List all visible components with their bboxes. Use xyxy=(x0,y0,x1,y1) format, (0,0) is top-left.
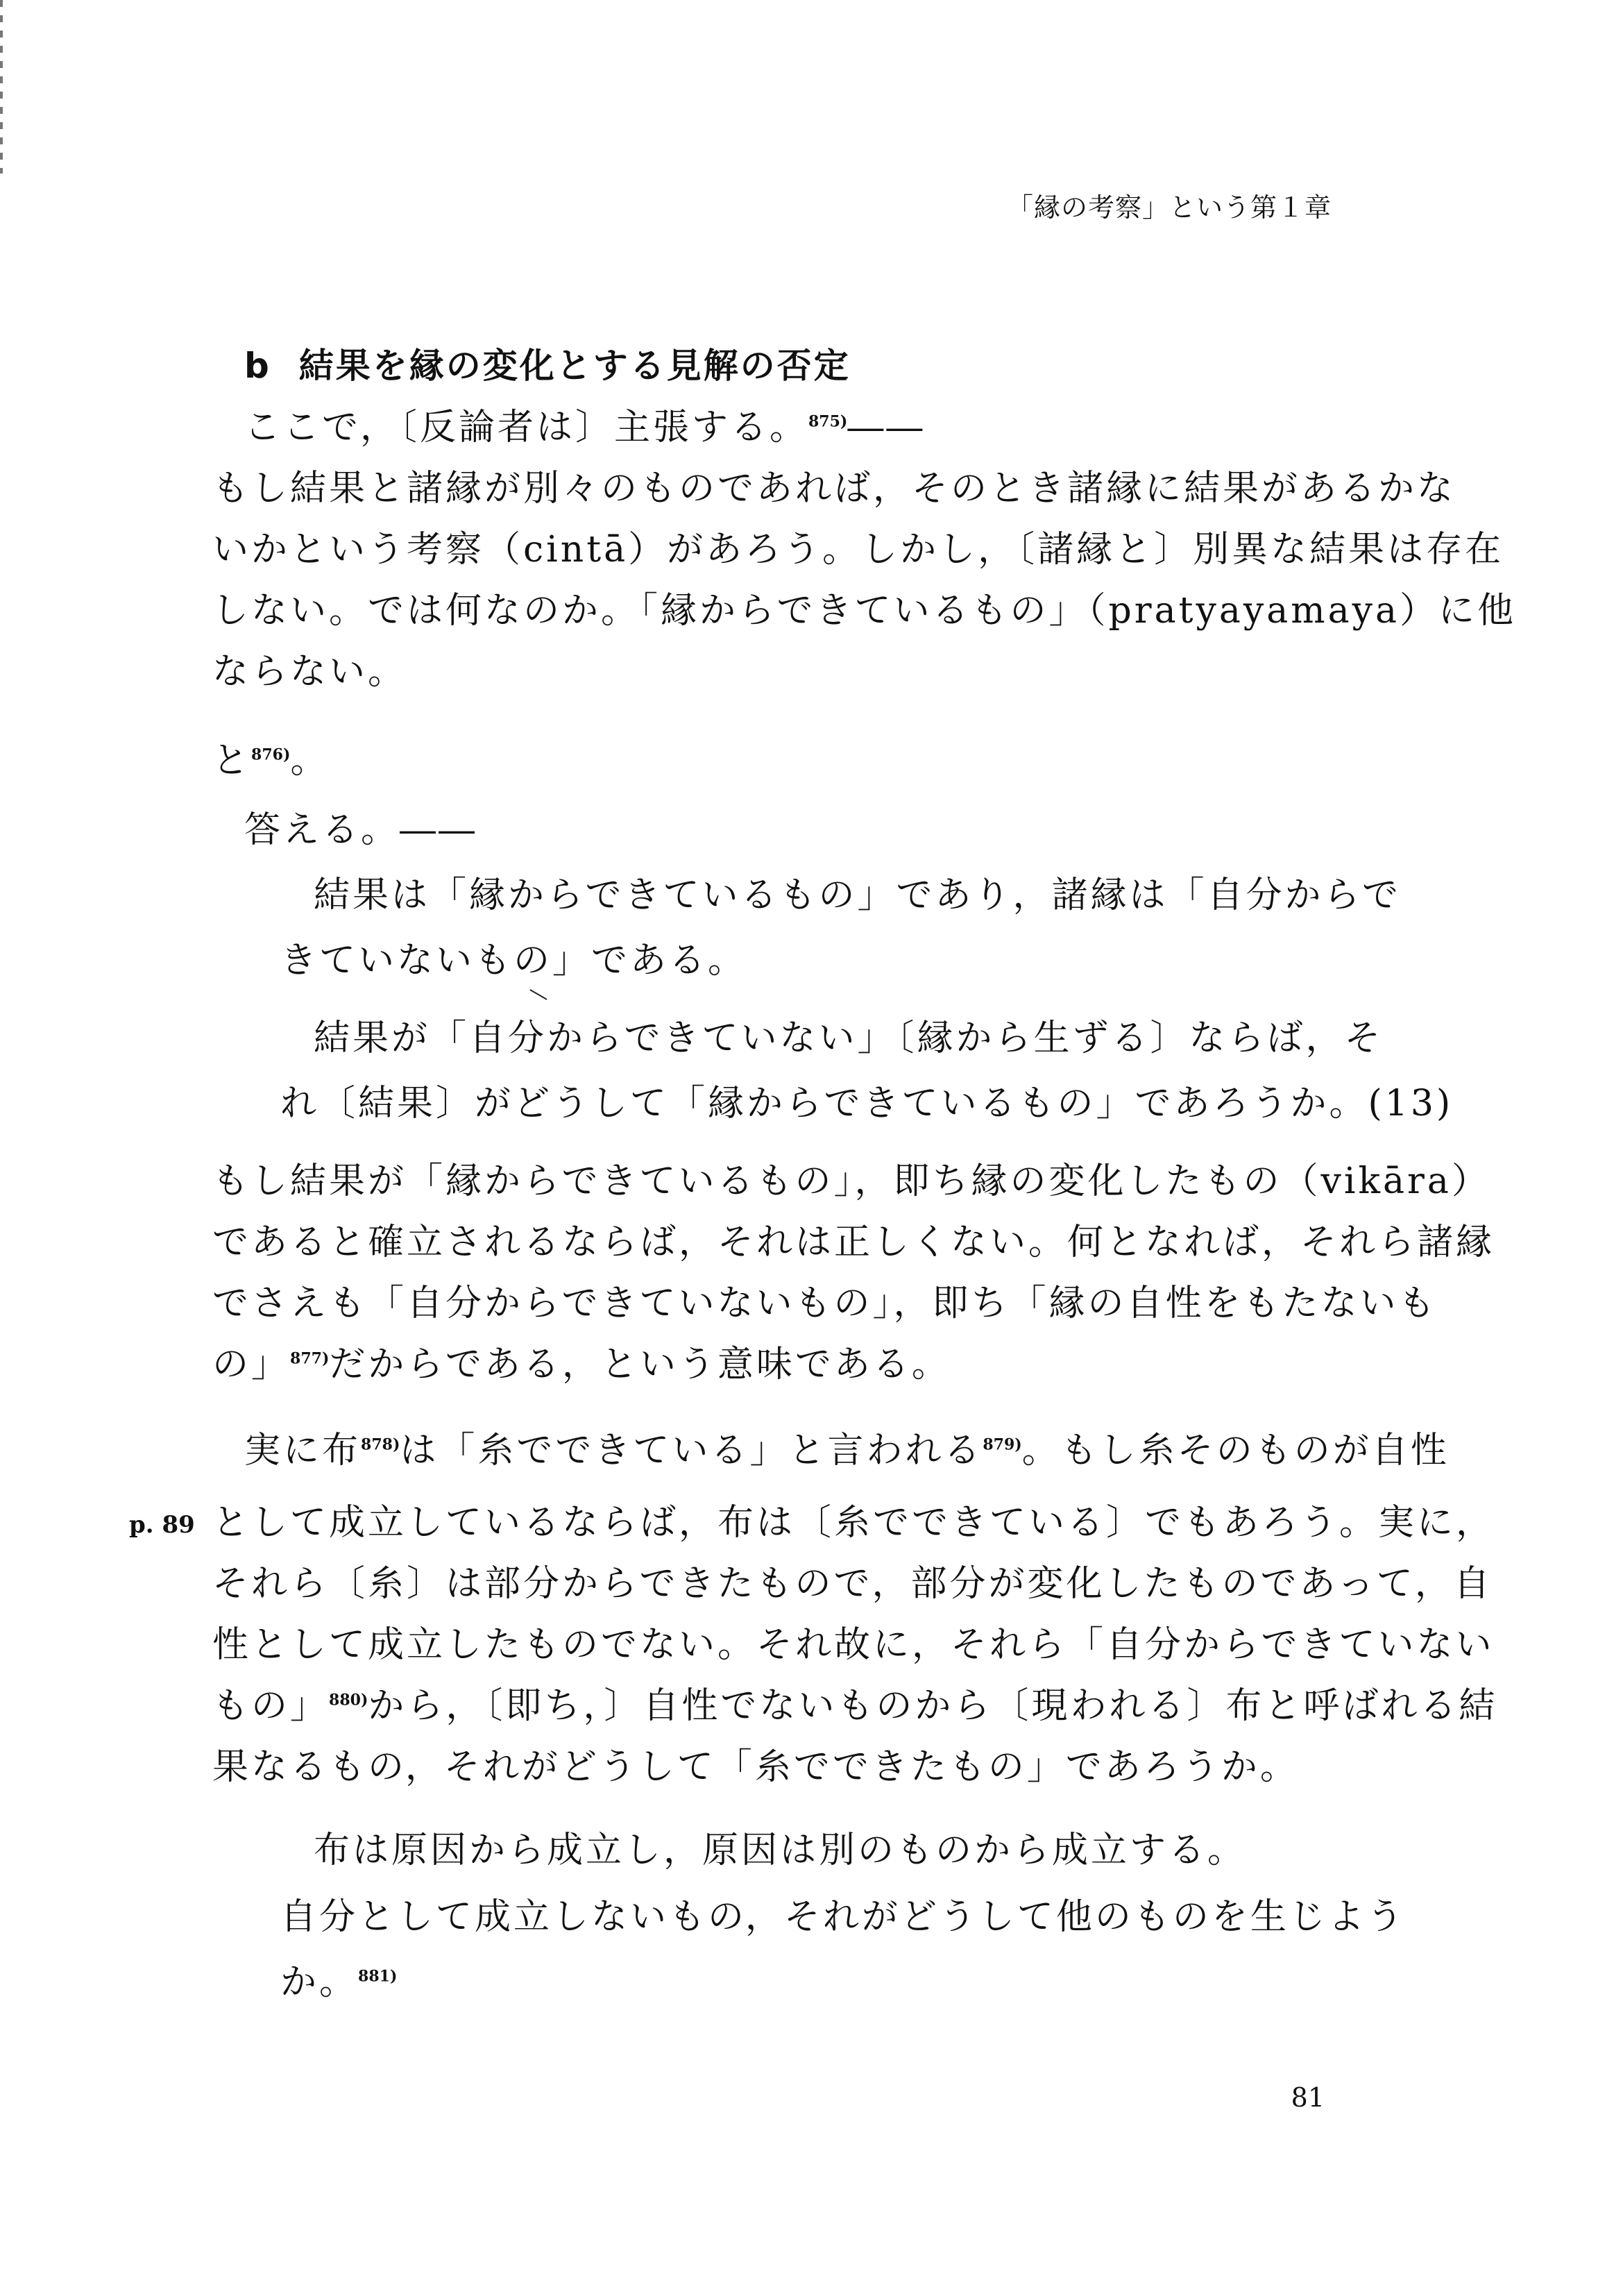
text-line xyxy=(212,590,1516,632)
line-text: しない。では何なのか。「縁からできているもの」（pratyayamaya）に他 xyxy=(212,590,1516,632)
scan-edge-mark xyxy=(0,0,3,174)
verse-line xyxy=(280,1896,1406,1938)
text-line xyxy=(212,1746,1299,1788)
line-text: れ〔結果〕がどうして「縁からできているもの」であろうか。(13) xyxy=(280,1083,1454,1124)
text-line xyxy=(212,529,1504,571)
verse-line xyxy=(280,940,747,981)
line-text: 果なるもの，それがどうして「糸でできたもの」であろうか。 xyxy=(212,1746,1299,1788)
section-title: 結果を縁の変化とする見解の否定 xyxy=(298,346,851,386)
text-line xyxy=(212,1344,951,1385)
line-text: であると確立されるならば，それは正しくない。何となれば，それら諸縁 xyxy=(212,1222,1495,1263)
line-text: いかという考察（cintā）があろう。しかし，〔諸縁と〕別異な結果は存在 xyxy=(212,529,1504,571)
line-text: もし結果と諸縁が別々のものであれば，そのとき諸縁に結果があるかな xyxy=(212,468,1456,509)
line-text: は「糸でできている」と言われる xyxy=(400,1430,983,1471)
text-line xyxy=(212,1160,1490,1202)
line-text: の」 xyxy=(212,1344,291,1385)
footnote-ref: 878) xyxy=(361,1435,400,1454)
running-head: 「縁の考察」という第１章 xyxy=(1006,192,1332,223)
line-text: 結果が「自分からできていない」〔縁から生ずる〕ならば，そ xyxy=(314,1018,1384,1059)
margin-page-ref: p. 89 xyxy=(129,1511,195,1539)
line-text: もし結果が「縁からできているもの」，即ち縁の変化したもの（vikāra） xyxy=(212,1160,1490,1202)
line-text: 答える。―― xyxy=(244,809,478,851)
text-line xyxy=(212,740,330,782)
verse-line xyxy=(280,1083,1454,1124)
footnote-ref: 881) xyxy=(358,1967,398,1986)
line-text: でさえも「自分からできていないもの」，即ち「縁の自性をもたないも xyxy=(212,1283,1438,1324)
text-line xyxy=(212,468,1456,509)
line-text: だからである，という意味である。 xyxy=(329,1344,951,1385)
text-line xyxy=(212,1285,1437,1322)
handwritten-mark xyxy=(529,989,547,1000)
footnote-ref: 877) xyxy=(290,1349,330,1368)
verse-line xyxy=(280,1961,398,2003)
line-text: それら〔糸〕は部分からできたもので，部分が変化したものであって，自 xyxy=(212,1563,1493,1605)
line-text: ならない。 xyxy=(212,651,407,693)
line-text: 。もし糸そのものが自性 xyxy=(1021,1430,1450,1471)
line-text: 布は原因から成立し，原因は別のものから成立する。 xyxy=(314,1830,1247,1871)
page-number: 81 xyxy=(1291,2082,1325,2113)
text-line xyxy=(212,651,407,693)
line-text: ―― xyxy=(847,407,926,448)
line-text: もの」 xyxy=(212,1685,330,1727)
verse-line xyxy=(314,1018,1384,1059)
footnote-ref: 880) xyxy=(329,1691,368,1710)
line-text: 自分として成立しないもの，それがどうして他のものを生じよう xyxy=(280,1896,1406,1938)
footnote-ref: 876) xyxy=(251,745,291,764)
text-line xyxy=(212,1624,1495,1666)
text-line xyxy=(244,1430,1450,1471)
text-line xyxy=(244,809,478,851)
section-mark: b xyxy=(244,346,271,386)
text-line xyxy=(244,407,926,448)
line-text: 性として成立したものでない。それ故に，それら「自分からできていない xyxy=(212,1624,1495,1666)
text-line xyxy=(212,1222,1495,1263)
line-text: と xyxy=(212,740,252,782)
line-text: 。 xyxy=(290,740,330,782)
line-text: 結果は「縁からできているもの」であり，諸縁は「自分からで xyxy=(314,875,1401,916)
line-text: ここで，〔反論者は〕主張する。 xyxy=(244,407,808,448)
footnote-ref: 879) xyxy=(983,1435,1022,1454)
section-heading xyxy=(244,338,851,388)
line-text: きていないもの」である。 xyxy=(280,940,747,981)
line-text: 実に布 xyxy=(244,1430,362,1471)
text-line xyxy=(212,1685,1498,1727)
verse-line xyxy=(314,1830,1247,1871)
line-text: か。 xyxy=(280,1961,359,2003)
footnote-ref: 875) xyxy=(808,412,848,431)
line-text: として成立しているならば，布は〔糸でできている〕でもあろう。実に， xyxy=(212,1502,1495,1544)
text-line xyxy=(212,1502,1495,1544)
line-text: から，〔即ち，〕自性でないものから〔現われる〕布と呼ばれる結 xyxy=(368,1685,1498,1727)
text-line xyxy=(212,1563,1493,1605)
verse-line xyxy=(314,875,1401,916)
